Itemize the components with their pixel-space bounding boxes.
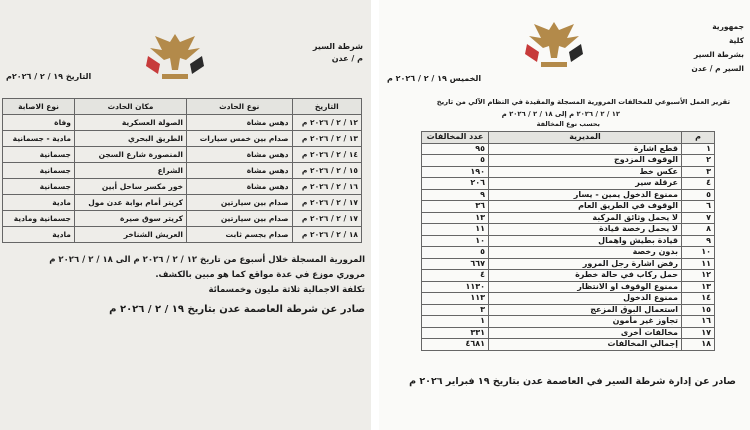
table-row-total (422, 339, 715, 351)
cell-violation: مخالفات أخرى (489, 327, 682, 339)
right-title-line1: تقرير العمل الأسبوعي للمخالفات المرورية المسجلة والمقيدة في النظام الآلي من تاريخ (436, 98, 730, 106)
cell-violation: حمل ركاب في حالة خطرة (489, 270, 682, 282)
cell-type: دهس مشاة (186, 179, 292, 195)
cell-place: خور مكسر ساحل أبين (74, 179, 186, 195)
cell-count: ٩٥ (422, 143, 489, 155)
cell-type: صدام بجسم ثابت (186, 227, 292, 243)
cell-place: المنصورة شارع السجن (74, 147, 186, 163)
yemen-emblem-icon (519, 18, 589, 70)
cell-date: ١٦ / ٢ / ٢٠٢٦ م (292, 179, 361, 195)
cell-place: الصولة العسكرية (74, 115, 186, 131)
cell-violation: رفض اشارة رجل المرور (489, 258, 682, 270)
cell-count: ٣٣١ (422, 327, 489, 339)
table-row (422, 178, 715, 190)
table-row (3, 179, 362, 195)
cell-number: ٧ (682, 212, 715, 224)
cell-date: ١٤ / ٢ / ٢٠٢٦ م (292, 147, 361, 163)
cell-injury: مادية (3, 227, 75, 243)
cell-type: صدام بين سيارتين (186, 211, 292, 227)
cell-date: ١٢ / ٢ / ٢٠٢٦ م (292, 115, 361, 131)
cell-number: ٤ (682, 178, 715, 190)
right-header-line2: كلية (728, 36, 744, 45)
cell-violation: قيادة بطيش واهمال (489, 235, 682, 247)
column-header: عدد المخالفات (422, 132, 489, 144)
table-row (422, 258, 715, 270)
table-row (3, 115, 362, 131)
cell-violation: ممنوع الوقوف او الانتظار (489, 281, 682, 293)
right-header-line4: السير م / عدن (691, 64, 744, 73)
table-row (422, 270, 715, 282)
left-header-line2: م / عدن (331, 54, 363, 63)
table-row (3, 131, 362, 147)
cell-date: ١٧ / ٢ / ٢٠٢٦ م (292, 195, 361, 211)
cell-violation: لا يحمل رخصة قيادة (489, 224, 682, 236)
cell-violation: استعمال البوق المزعج (489, 304, 682, 316)
cell-count: ١٣ (422, 212, 489, 224)
table-header-row (422, 132, 715, 144)
cell-violation: ممنوع الدخول يمين - يسار (489, 189, 682, 201)
cell-count: ١١٣٠ (422, 281, 489, 293)
table-row (3, 195, 362, 211)
cell-type: دهس مشاة (186, 163, 292, 179)
yemen-emblem-icon (140, 30, 210, 82)
column-header: التاريخ (292, 99, 361, 115)
right-violations-table (421, 131, 715, 351)
table-row (422, 293, 715, 305)
right-header-line1: جمهورية (712, 22, 744, 31)
table-row (422, 235, 715, 247)
column-header: م (682, 132, 715, 144)
cell-number: ١١ (682, 258, 715, 270)
cell-injury: وفاة (3, 115, 75, 131)
cell-number: ٩ (682, 235, 715, 247)
cell-type: دهس مشاة (186, 115, 292, 131)
cell-count: ٤ (422, 270, 489, 282)
left-paragraph-2: مروري موزع في عدة مواقع كما هو مبين بالكشف. (155, 270, 365, 280)
table-row (422, 166, 715, 178)
cell-type: صدام بين خمس سيارات (186, 131, 292, 147)
column-header: المديرية (489, 132, 682, 144)
cell-place: كريتر أمام بوابة عدن مول (74, 195, 186, 211)
cell-violation: عرقلة سير (489, 178, 682, 190)
right-footer: صادر عن إدارة شرطة السير في العاصمة عدن بتاريخ ١٩ فبراير ٢٠٢٦ م (409, 376, 736, 387)
cell-violation: الوقوف المزدوج (489, 155, 682, 167)
cell-number: ٦ (682, 201, 715, 213)
cell-number: ١٢ (682, 270, 715, 282)
column-header: نوع الاصابة (3, 99, 75, 115)
left-paragraph-3: تكلفة الاجمالية ثلاثة مليون وخمسمائة (208, 285, 365, 295)
table-row (3, 227, 362, 243)
table-row (422, 201, 715, 213)
right-title-line3: بحسب نوع المخالفة (536, 120, 600, 128)
cell-number: ١٨ (682, 339, 715, 351)
table-row (422, 189, 715, 201)
table-row (422, 316, 715, 328)
cell-injury: جسمانية (3, 147, 75, 163)
table-header-row (3, 99, 362, 115)
table-row (3, 163, 362, 179)
cell-injury: مادية - جسمانية (3, 131, 75, 147)
column-header: مكان الحادث (74, 99, 186, 115)
cell-number: ١٦ (682, 316, 715, 328)
cell-place: العريش الشناخر (74, 227, 186, 243)
table-row (422, 224, 715, 236)
cell-number: ٢ (682, 155, 715, 167)
left-date: التاريخ ١٩ / ٢ / ٢٠٢٦م (6, 72, 92, 81)
table-row (422, 281, 715, 293)
cell-type: دهس مشاة (186, 147, 292, 163)
cell-violation: بدون رخصة (489, 247, 682, 259)
left-accident-table (2, 98, 362, 243)
cell-count: ١ (422, 316, 489, 328)
cell-number: ١ (682, 143, 715, 155)
table-row (422, 304, 715, 316)
cell-place: كريتر سوق صيرة (74, 211, 186, 227)
cell-count: ١٠ (422, 235, 489, 247)
cell-count: ٥ (422, 247, 489, 259)
left-document-photo (0, 0, 371, 430)
cell-number: ١٠ (682, 247, 715, 259)
table-row (422, 212, 715, 224)
cell-violation: ممنوع الدخول (489, 293, 682, 305)
cell-count: ١١٣ (422, 293, 489, 305)
cell-violation: تجاوز غير مأمون (489, 316, 682, 328)
right-date: الخميس ١٩ / ٢ / ٢٠٢٦ م (387, 74, 482, 83)
table-row (422, 143, 715, 155)
right-header-line3: بشرطة السير (693, 50, 744, 59)
table-row (3, 211, 362, 227)
cell-place: الشراع (74, 163, 186, 179)
cell-count: ٤٦٨١ (422, 339, 489, 351)
table-row (422, 247, 715, 259)
cell-count: ٩ (422, 189, 489, 201)
table-row (422, 327, 715, 339)
cell-violation: عكس خط (489, 166, 682, 178)
cell-type: صدام بين سيارتين (186, 195, 292, 211)
left-footer: صادر عن شرطة العاصمة عدن بتاريخ ١٩ / ٢ / ٢٠٢٦ م (109, 304, 365, 315)
table-row (422, 155, 715, 167)
cell-date: ١٨ / ٢ / ٢٠٢٦ م (292, 227, 361, 243)
cell-number: ١٣ (682, 281, 715, 293)
cell-count: ٢٠٦ (422, 178, 489, 190)
photo-divider (371, 0, 379, 430)
column-header: نوع الحادث (186, 99, 292, 115)
cell-violation: الوقوف في الطريق العام (489, 201, 682, 213)
cell-violation: إجمالي المخالفات (489, 339, 682, 351)
cell-injury: جسمانية (3, 163, 75, 179)
cell-number: ١٧ (682, 327, 715, 339)
cell-count: ٣٦ (422, 201, 489, 213)
cell-injury: جسمانية (3, 179, 75, 195)
cell-date: ١٥ / ٢ / ٢٠٢٦ م (292, 163, 361, 179)
cell-violation: قطع اشارة (489, 143, 682, 155)
cell-count: ١٩٠ (422, 166, 489, 178)
cell-date: ١٧ / ٢ / ٢٠٢٦ م (292, 211, 361, 227)
cell-number: ١٥ (682, 304, 715, 316)
cell-count: ٣ (422, 304, 489, 316)
cell-number: ٥ (682, 189, 715, 201)
cell-place: الطريق البحري (74, 131, 186, 147)
cell-number: ٨ (682, 224, 715, 236)
left-header-line1: شرطة السير (312, 42, 363, 51)
cell-injury: جسمانية ومادية (3, 211, 75, 227)
cell-count: ٦٦٧ (422, 258, 489, 270)
table-row (3, 147, 362, 163)
cell-number: ١٤ (682, 293, 715, 305)
cell-count: ١١ (422, 224, 489, 236)
right-title-line2: ١٢ / ٢ / ٢٠٢٦ م إلى ١٨ / ٢ / ٢٠٢٦ م (501, 110, 620, 118)
cell-date: ١٣ / ٢ / ٢٠٢٦ م (292, 131, 361, 147)
right-document-photo (379, 0, 750, 430)
cell-violation: لا يحمل وثائق المركبة (489, 212, 682, 224)
cell-number: ٣ (682, 166, 715, 178)
left-paragraph-1: المرورية المسجلة خلال أسبوع من تاريخ ١٢ / ٢ / ٢٠٢٦ م الى ١٨ / ٢ / ٢٠٢٦ م (49, 255, 365, 265)
cell-count: ٥ (422, 155, 489, 167)
cell-injury: مادية (3, 195, 75, 211)
